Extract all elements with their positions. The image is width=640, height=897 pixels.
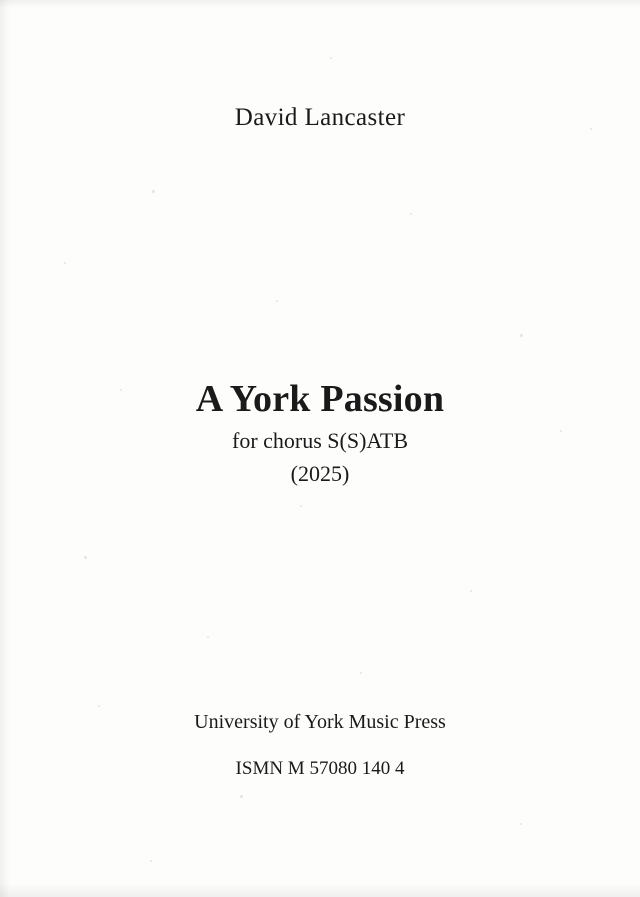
work-subtitle: for chorus S(S)ATB — [232, 428, 408, 453]
publisher-name: University of York Music Press — [194, 711, 446, 733]
ismn-number: ISMN M 57080 140 4 — [235, 758, 405, 779]
composer-name: David Lancaster — [234, 104, 406, 131]
composition-year: (2025) — [290, 461, 350, 486]
page-title: A York Passion — [195, 378, 445, 421]
